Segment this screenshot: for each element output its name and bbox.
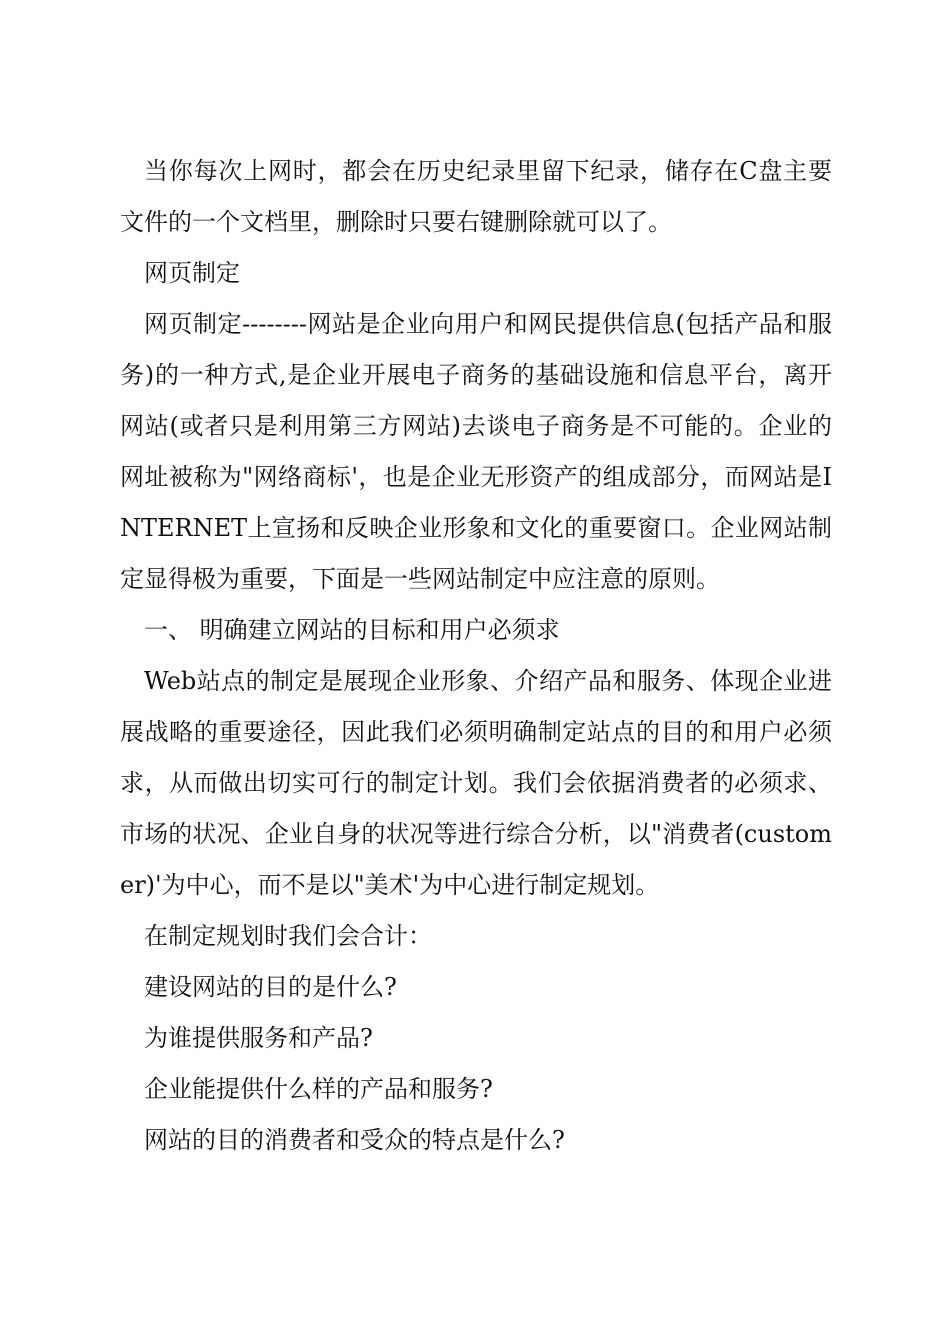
question-audience: 为谁提供服务和产品? xyxy=(144,1024,373,1052)
heading-section-one: 一、 明确建立网站的目标和用户必须求 xyxy=(144,616,560,644)
document-body xyxy=(120,146,832,1166)
question-purpose: 建设网站的目的是什么? xyxy=(144,973,397,1001)
paragraph-history-record: 当你每次上网时，都会在历史纪录里留下纪录，储存在C盘主要文件的一个文档里，删除时只要右键删除就可以了。 xyxy=(120,157,832,236)
question-products: 企业能提供什么样的产品和服务? xyxy=(144,1075,493,1103)
paragraph-web-site-goals: Web站点的制定是展现企业形象、介绍产品和服务、体现企业进展战略的重要途径，因此我们必须明确制定站点的目的和用户必须求，从而做出切实可行的制定计划。我们会依据消费者的必须求、市场的状况、企业自身的状况等进行综合分析，以"消费者(customer)'为中心，而不是以"美术'为中心进行制定规划。 xyxy=(120,667,832,899)
heading-web-design: 网页制定 xyxy=(144,259,240,287)
paragraph-planning-considerations: 在制定规划时我们会合计： xyxy=(144,922,432,950)
paragraph-web-design-intro: 网页制定--------网站是企业向用户和网民提供信息(包括产品和服务)的一种方式,是企业开展电子商务的基础设施和信息平台，离开网站(或者只是利用第三方网站)去谈电子商务是不可能的。企业的网址被称为"网络商标'，也是企业无形资产的组成部分，而网站是INTERNET上宣扬和反映企业形象和文化的重要窗口。企业网站制定显得极为重要，下面是一些网站制定中应注意的原则。 xyxy=(120,310,832,593)
question-target-consumers: 网站的目的消费者和受众的特点是什么? xyxy=(144,1126,565,1154)
